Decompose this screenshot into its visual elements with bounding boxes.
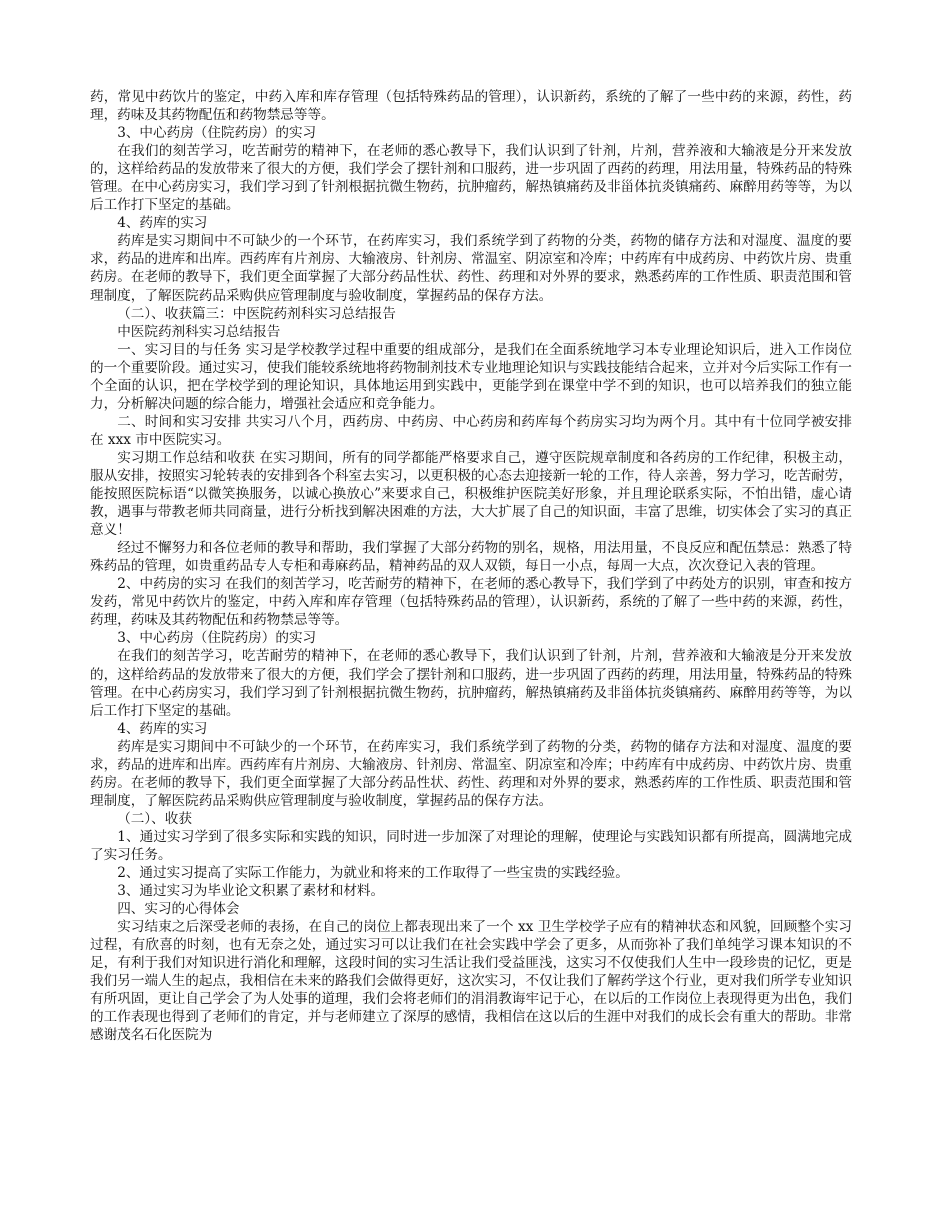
paragraph: 在我们的刻苦学习，吃苦耐劳的精神下，在老师的悉心教导下，我们认识到了针剂，片剂，营养液和大输液是分开来发放的，这样给药品的发放带来了很大的方便，我们学会了摆针剂和口服药，进一步巩固了西药的药理，用法用量，特殊药品的特殊管理。在中心药房实习，我们学习到了针剂根据抗微生物药，抗肿瘤药，解热镇痛药及非甾体抗炎镇痛药、麻醉用药等等，为以后工作打下坚定的基础。: [90, 143, 852, 214]
paragraph: 经过不懈努力和各位老师的教导和帮助，我们掌握了大部分药物的别名，规格，用法用量，不良反应和配伍禁忌：熟悉了特殊药品的管理，如贵重药品专人专柜和毒麻药品，精神药品的双人双锁，每日一小点，每周一大点，次次登记入表的管理。: [90, 540, 852, 575]
section-heading: 3、中心药房（住院药房）的实习: [117, 630, 317, 647]
report-title: 中医院药剂科实习总结报告: [117, 323, 281, 340]
section-heading: 3、中心药房（住院药房）的实习: [117, 125, 317, 142]
paragraph: 药，常见中药饮片的鉴定，中药入库和库存管理（包括特殊药品的管理），认识新药，系统的了解了一些中药的来源，药性，药理，药味及其药物配伍和药物禁忌等等。: [90, 89, 852, 124]
section-heading: （二）、收获篇三：中医院药剂科实习总结报告: [117, 305, 396, 322]
paragraph: 在我们的刻苦学习，吃苦耐劳的精神下，在老师的悉心教导下，我们认识到了针剂，片剂，营养液和大输液是分开来发放的，这样给药品的发放带来了很大的方便，我们学会了摆针剂和口服药，进一步巩固了西药的药理，用法用量，特殊药品的特殊管理。在中心药房实习，我们学习到了针剂根据抗微生物药，抗肿瘤药，解热镇痛药及非甾体抗炎镇痛药、麻醉用药等等，为以后工作打下坚定的基础。: [90, 648, 852, 719]
paragraph: 药库是实习期间中不可缺少的一个环节，在药库实习，我们系统学到了药物的分类，药物的储存方法和对湿度、温度的要求，药品的进库和出库。西药库有片剂房、大输液房、针剂房、常温室、阴凉室和冷库；中药库有中成药房、中药饮片房、贵重药房。在老师的教导下，我们更全面掌握了大部分药品性状、药性、药理和对外界的要求，熟悉药库的工作性质、职责范围和管理制度，了解医院药品采购供应管理制度与验收制度，掌握药品的保存方法。: [90, 233, 852, 304]
paragraph: 一、实习目的与任务 实习是学校教学过程中重要的组成部分，是我们在全面系统地学习本专业理论知识后，进入工作岗位的一个重要阶段。通过实习，使我们能较系统地将药物制剂技术专业地理论知识与实践技能结合起来，立并对今后实际工作有一个全面的认识，把在学校学到的理论知识，具体地运用到实践中，更能学到在课堂中学不到的知识，也可以培养我们的独立能力，分析解决问题的综合能力，增强社会适应和竞争能力。: [90, 341, 852, 412]
section-heading: （二）、收获: [117, 810, 192, 827]
list-item: 1、通过实习学到了很多实际和实践的知识，同时进一步加深了对理论的理解，使理论与实践知识都有所提高，圆满地完成了实习任务。: [90, 828, 852, 863]
paragraph: 2、中药房的实习 在我们的刻苦学习，吃苦耐劳的精神下，在老师的悉心教导下，我们学到了中药处方的识别，审查和按方发药，常见中药饮片的鉴定，中药入库和库存管理（包括特殊药品的管理），认识新药，系统的了解了一些中药的来源，药性，药理，药味及其药物配伍和药物禁忌等等。: [90, 576, 852, 629]
section-heading: 4、药库的实习: [117, 720, 208, 737]
section-heading: 4、药库的实习: [117, 215, 208, 232]
section-heading: 四、实习的心得体会: [117, 901, 240, 918]
paragraph: 二、时间和实习安排 共实习八个月，西药房、中药房、中心药房和药库每个药房实习均为两个月。其中有十位同学被安排在 xxx 市中医院实习。: [90, 413, 852, 448]
paragraph: 实习期工作总结和收获 在实习期间，所有的同学都能严格要求自己，遵守医院规章制度和各药房的工作纪律，积极主动，服从安排，按照实习轮转表的安排到各个科室去实习，以更积极的心态去迎接新一轮的工作，待人亲善，努力学习，吃苦耐劳，能按照医院标语“以微笑换服务，以诚心换放心”来要求自己，积极维护医院美好形象，并且理论联系实际，不怕出错，虚心请教，遇事与带教老师共同商量，进行分析找到解决困难的方法，大大扩展了自己的知识面，丰富了思维，切实体会了实习的真正意义！: [90, 449, 852, 539]
list-item: 3、通过实习为毕业论文积累了素材和材料。: [117, 883, 385, 900]
paragraph: 实习结束之后深受老师的表扬，在自己的岗位上都表现出来了一个 xx 卫生学校学子应有的精神状态和风貌，回顾整个实习过程，有欣喜的时刻，也有无奈之处，通过实习可以让我们在社会实践中学会了更多，从而弥补了我们单纯学习课本知识的不足，有利于我们对知识进行消化和理解，这段时间的实习生活让我们受益匪浅，这实习不仅使我们人生中一段珍贵的记忆，更是我们另一端人生的起点，我相信在未来的路我们会做得更好，这次实习，不仅让我们了解药学这个行业，更对我们所学专业知识有所巩固，更让自己学会了为人处事的道理，我们会将老师们的涓涓教诲牢记于心，在以后的工作岗位上表现得更为出色，我们的工作表现也得到了老师们的肯定，并与老师建立了深厚的感情，我相信在这以后的生涯中对我们的成长会有重大的帮助。非常感谢茂名石化医院为: [90, 919, 852, 1044]
list-item: 2、通过实习提高了实际工作能力，为就业和将来的工作取得了一些宝贵的实践经验。: [117, 865, 629, 882]
paragraph: 药库是实习期间中不可缺少的一个环节，在药库实习，我们系统学到了药物的分类，药物的储存方法和对湿度、温度的要求，药品的进库和出库。西药库有片剂房、大输液房、针剂房、常温室、阴凉室和冷库；中药库有中成药房、中药饮片房、贵重药房。在老师的教导下，我们更全面掌握了大部分药品性状、药性、药理和对外界的要求，熟悉药库的工作性质、职责范围和管理制度，了解医院药品采购供应管理制度与验收制度，掌握药品的保存方法。: [90, 738, 852, 809]
